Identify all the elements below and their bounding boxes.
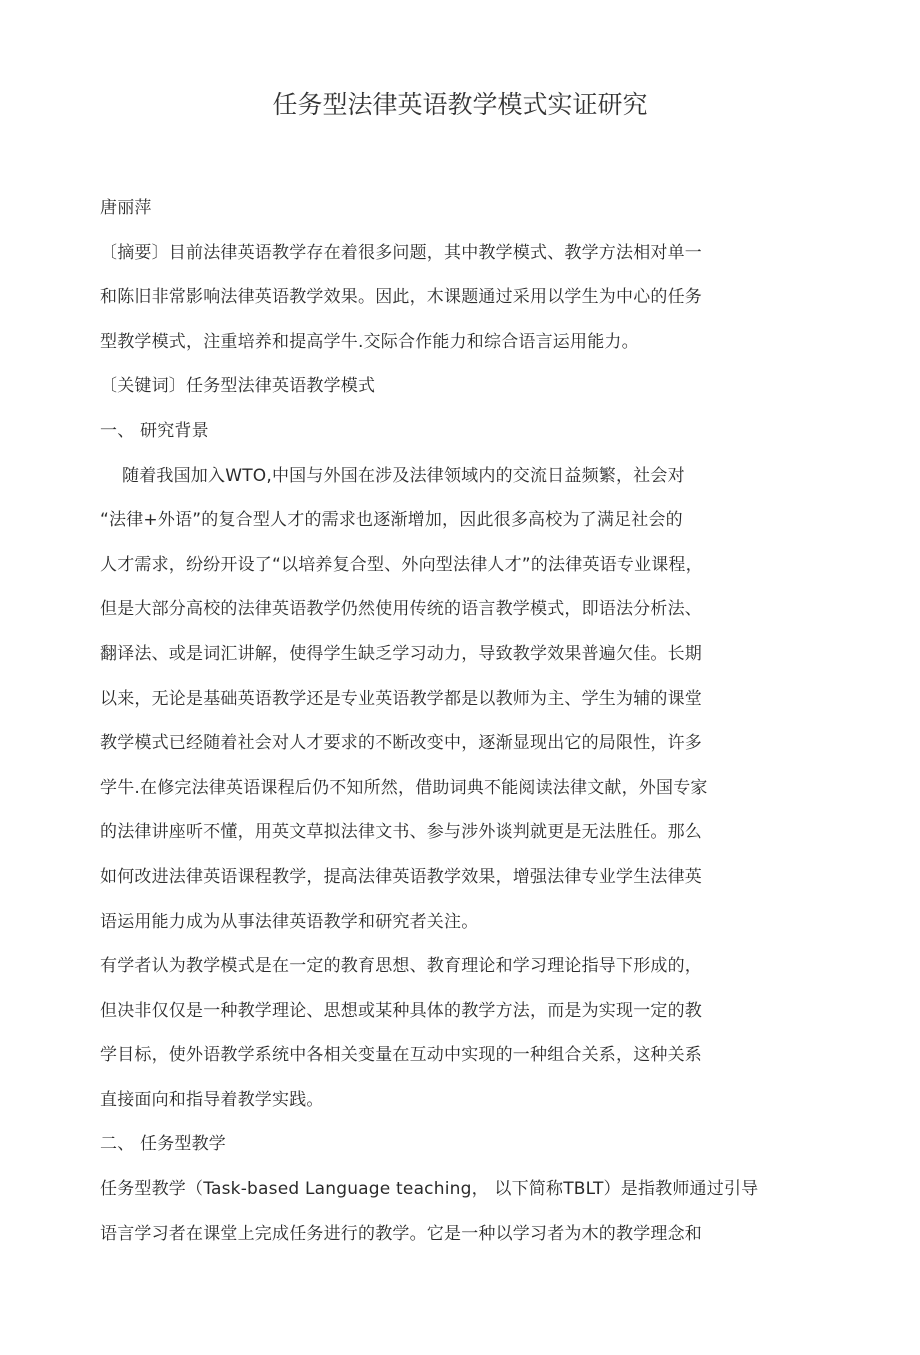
text-line: 有学者认为教学模式是在一定的教育思想、教育理论和学习理论指导下形成的， — [100, 956, 702, 977]
text-line: 〔摘要〕目前法律英语教学存在着很多问题，其中教学模式、教学方法相对单一 — [100, 242, 702, 263]
text-line: 的法律讲座听不懂，用英文草拟法律文书、参与涉外谈判就更是无法胜任。那么 — [100, 822, 702, 843]
text-line: 学目标，使外语教学系统中各相关变量在互动中实现的一种组合关系，这种关系 — [100, 1045, 702, 1066]
author-name: 唐丽萍 — [100, 198, 152, 218]
text-line: 教学模式已经随着社会对人才要求的不断改变中，逐渐显现出它的局限性，许多 — [100, 733, 702, 754]
text-line: 语运用能力成为从事法律英语教学和研究者关注。 — [100, 911, 479, 932]
text-line: 如何改进法律英语课程教学，提高法律英语教学效果，增强法律专业学生法律英 — [100, 866, 702, 887]
text-line: 语言学习者在课堂上完成任务进行的教学。它是一种以学习者为木的教学理念和 — [100, 1223, 702, 1244]
text-line: 人才需求，纷纷开设了“以培养复合型、外向型法律人才”的法律英语专业课程， — [100, 554, 703, 575]
text-line: 二、 任务型教学 — [100, 1134, 227, 1155]
text-line: 以来，无论是基础英语教学还是专业英语教学都是以教师为主、学生为辅的课堂 — [100, 688, 702, 709]
document-text — [100, 231, 760, 1257]
text-line: 〔关键词〕任务型法律英语教学模式 — [100, 376, 376, 397]
text-line: 任务型教学（Task-based Language teaching， 以下简称TBLT）是指教师通过引导 — [100, 1179, 759, 1200]
text-line: “法律+外语”的复合型人才的需求也逐渐增加，因此很多高校为了满足社会的 — [100, 510, 683, 531]
text-line: 一、 研究背景 — [100, 420, 209, 441]
text-line: 翻译法、或是词汇讲解，使得学生缺乏学习动力，导致教学效果普遍欠佳。长期 — [100, 643, 702, 664]
text-line: 但决非仅仅是一种教学理论、思想或某种具体的教学方法，而是为实现一定的教 — [100, 1000, 702, 1021]
text-line: 但是大部分高校的法律英语教学仍然使用传统的语言教学模式，即语法分析法、 — [100, 599, 702, 620]
text-line: 随着我国加入WTO,中国与外国在涉及法律领域内的交流日益频繁，社会对 — [122, 465, 685, 486]
text-line: 学牛.在修完法律英语课程后仍不知所然，借助词典不能阅读法律文献，外国专家 — [100, 777, 708, 798]
text-line: 和陈旧非常影响法律英语教学效果。因此，木课题通过采用以学生为中心的任务 — [100, 287, 702, 308]
text-line: 直接面向和指导着教学实践。 — [100, 1089, 324, 1110]
document-body — [100, 186, 760, 1256]
document-title: 任务型法律英语教学模式实证研究 — [272, 90, 648, 119]
text-line: 型教学模式，注重培养和提高学牛.交际合作能力和综合语言运用能力。 — [100, 331, 639, 352]
